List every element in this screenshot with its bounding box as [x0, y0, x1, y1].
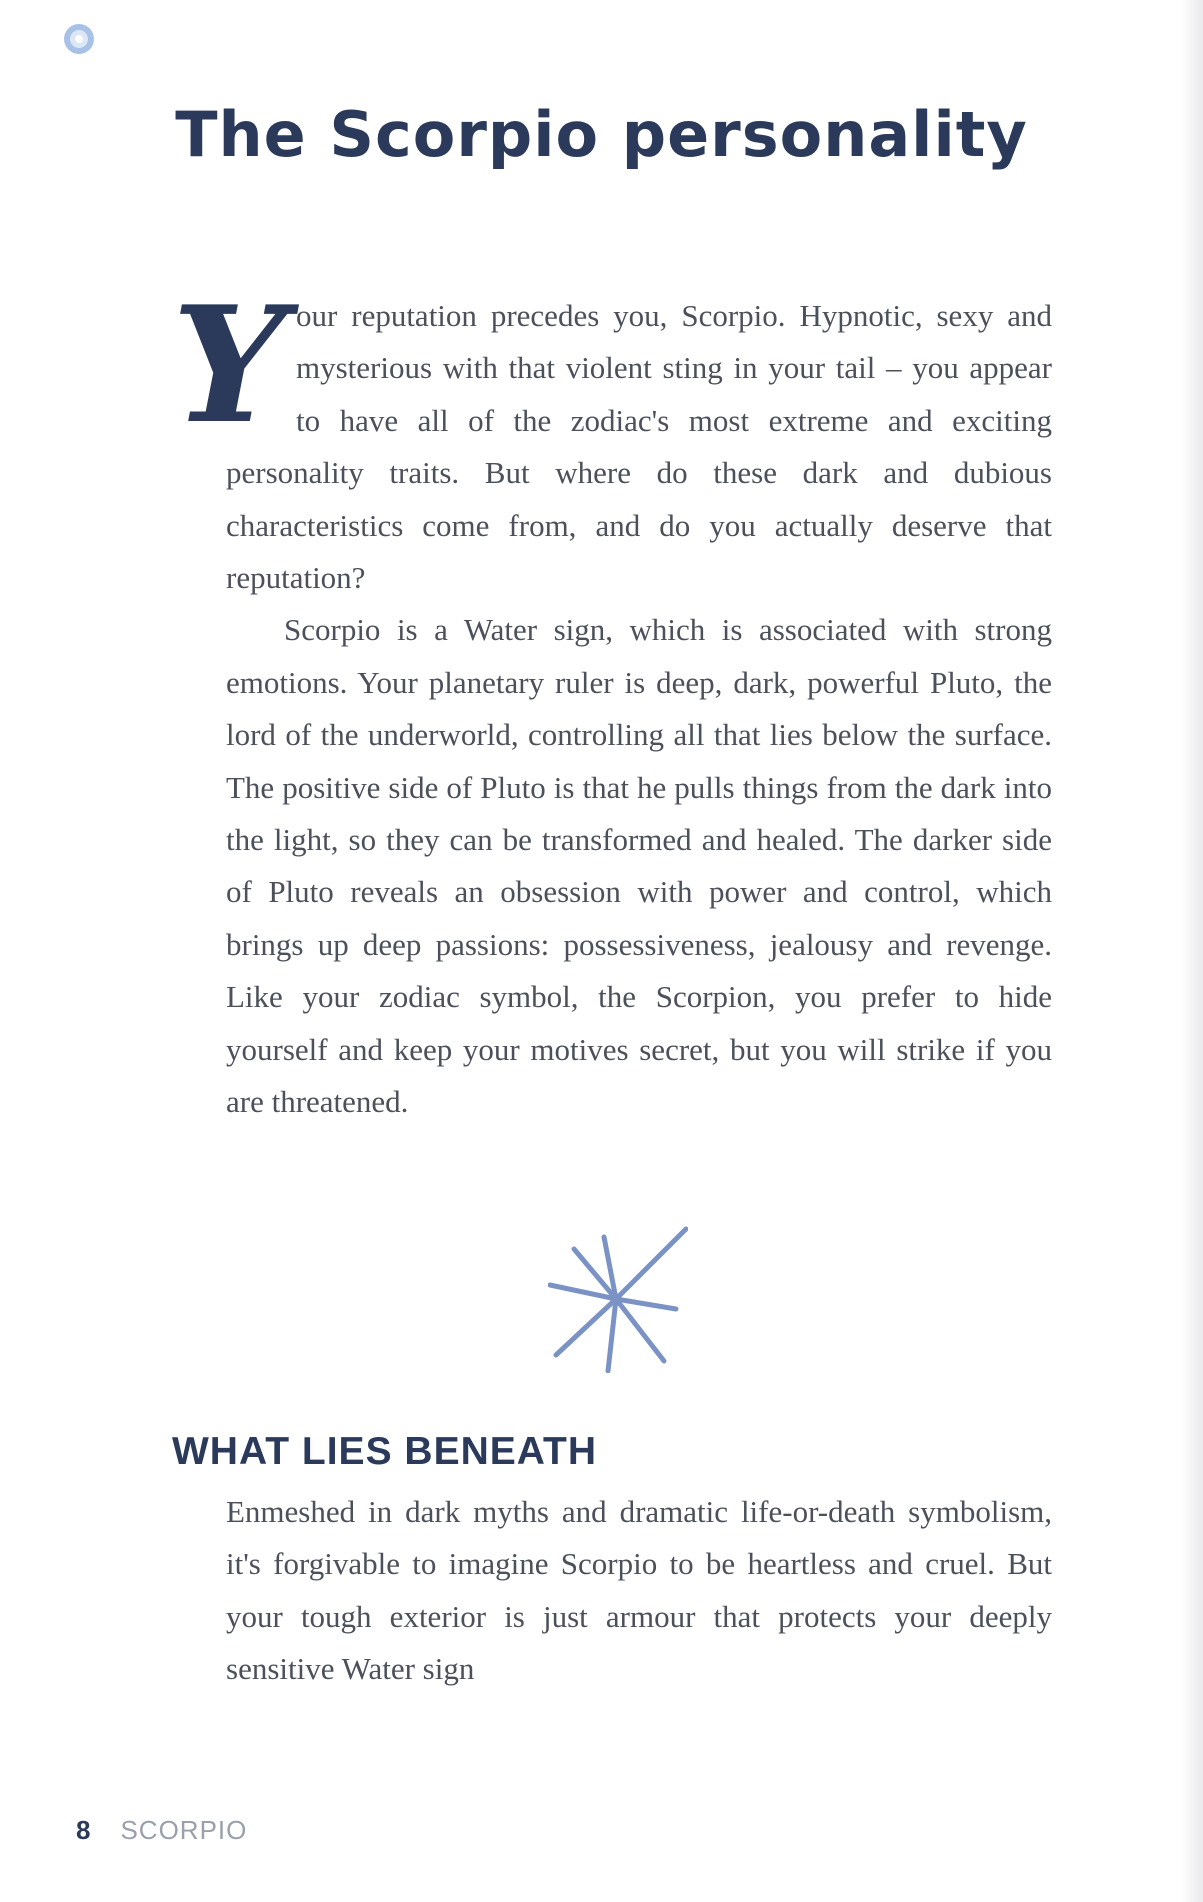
page-title: The Scorpio personality [175, 98, 1028, 171]
section-paragraph: Enmeshed in dark myths and dramatic life-or-death symbolism, it's forgivable to imagine Scorpio to be heartless and cruel. But your tough exterior is just armour that protects your deeply sensitive Water sign [226, 1494, 1052, 1687]
intro-paragraph-2: Scorpio is a Water sign, which is associated with strong emotions. Your planetary ruler is deep, dark, powerful Pluto, the lord of the underworld, controlling all that lies below the surface. The positive side of Pluto is that he pulls things from the dark into the light, so they can be transformed and healed. The darker side of Pluto reveals an obsession with power and control, which brings up deep passions: possessiveness, jealousy and revenge. Like your zodiac symbol, the Scorpion, you prefer to hide yourself and keep your motives secret, but you will strike if you are threatened. [226, 612, 1052, 1120]
page-footer [76, 1815, 247, 1846]
section-heading: WHAT LIES BENEATH [172, 1430, 598, 1473]
intro-paragraph-1: our reputation precedes you, Scorpio. Hypnotic, sexy and mysterious with that violent sting in your tail – you appear to have all of the zodiac's most extreme and exciting personality traits. But where do these dark and dubious characteristics come from, and do you actually deserve that reputation? [226, 298, 1052, 596]
flower-ornament-icon [62, 22, 96, 56]
intro-text [172, 271, 1052, 1129]
page-edge [1181, 0, 1203, 1902]
page-number: 8 [76, 1815, 91, 1845]
section-text [226, 1486, 1052, 1696]
drop-cap: Y [172, 271, 287, 459]
star-burst-icon [548, 1225, 688, 1373]
running-head: SCORPIO [120, 1815, 248, 1845]
